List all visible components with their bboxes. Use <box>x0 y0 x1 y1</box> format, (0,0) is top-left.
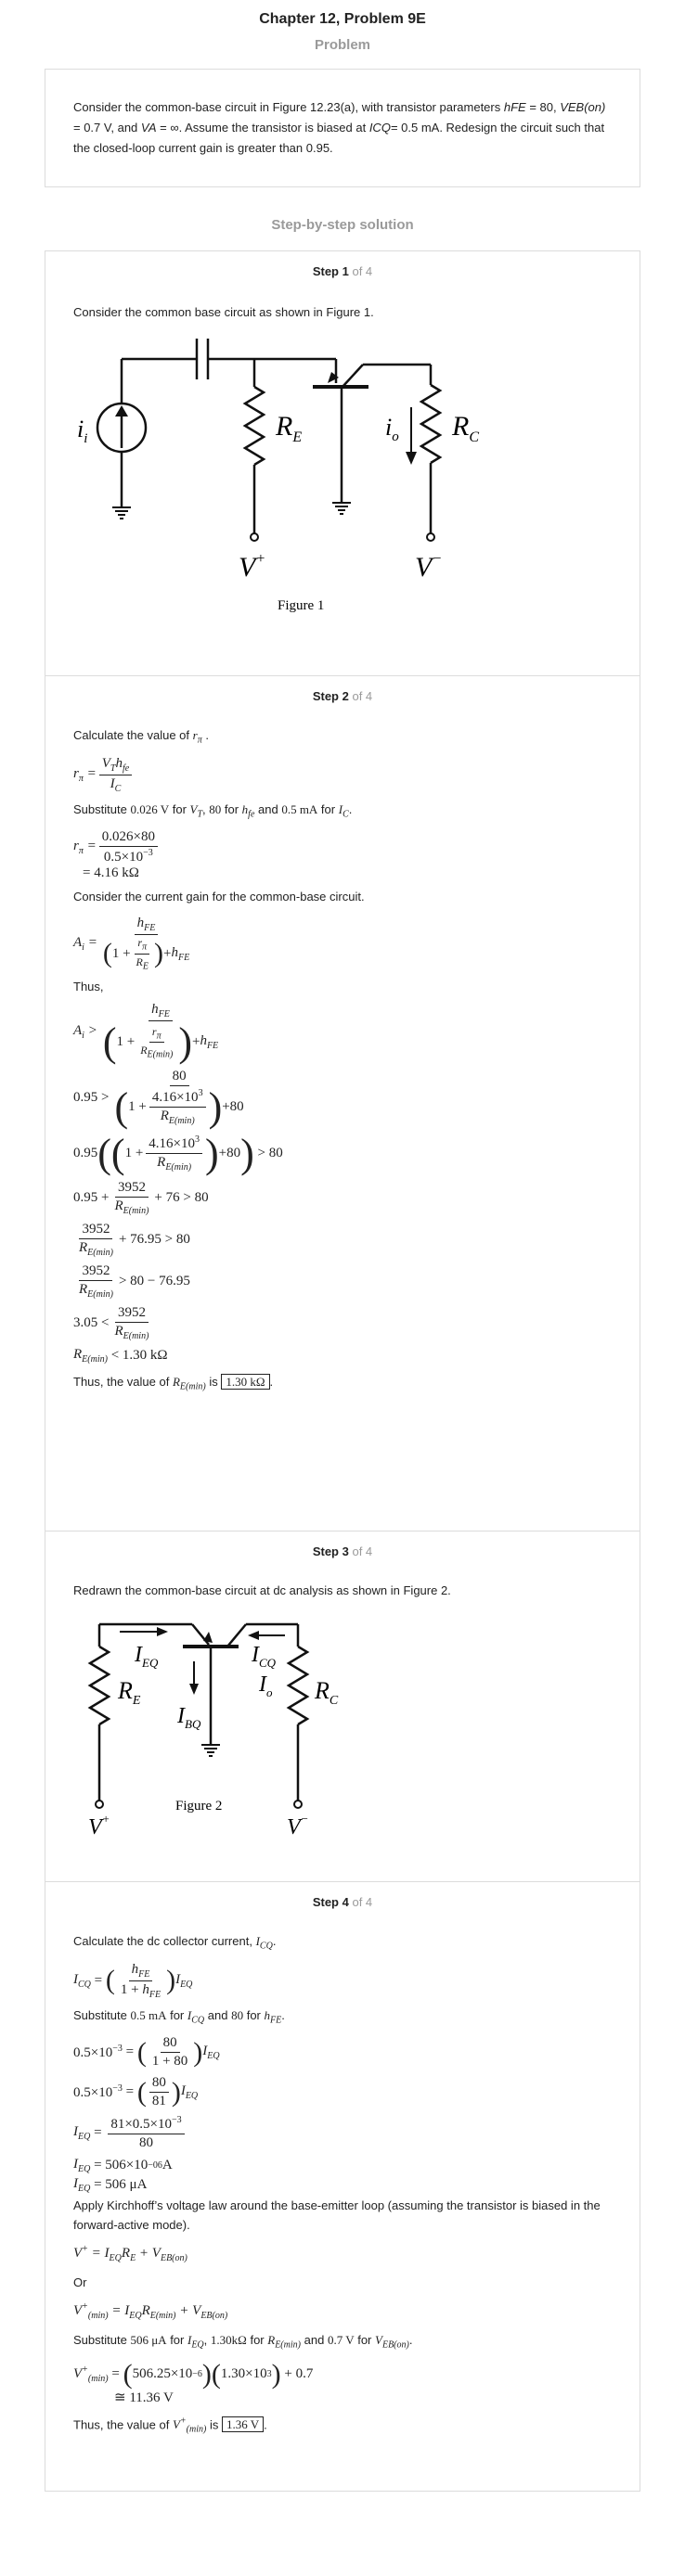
eq-rpi-formula <box>73 756 612 794</box>
rpi-sub-den: $0.5\times 10^{-3}$ <box>103 848 153 865</box>
step-2-t2: Substitute <box>73 801 127 816</box>
step-2-text-2: Substitute 0.026 V for $V_T$, 80 for $h_{fe}$ and 0.5 mA for $I_C$. <box>73 801 353 820</box>
step-2-t5: Thus, the value of <box>73 1374 170 1389</box>
step-4-text-3: Apply Kirchhoff’s voltage law around the base-emitter loop (assuming the transistor is biased in the forward-active mode). <box>73 2198 601 2233</box>
e2-right: +80 <box>218 1146 241 1161</box>
problem-text-5: = 0.5 mA. Redesign the circuit such that the closed-loop current gain is greater than 0.95. <box>73 121 605 155</box>
rpi-frac-den: $I_C$ <box>110 775 122 794</box>
step-1-of: of 4 <box>352 264 373 278</box>
fig2-vminus-terminal <box>294 1801 302 1808</box>
figure-2-circuit <box>73 1606 630 1856</box>
emitter-arrow-2-icon <box>203 1632 213 1643</box>
step-2 <box>45 676 640 1532</box>
eq-s2: $0.5\times 10^{-3}$ = ( $\frac{80}{81}$ ) $I_{EQ}$ <box>73 2075 199 2109</box>
fig2-label-ibq: $I_{BQ}$ <box>177 1704 201 1731</box>
eq-final-1: $V^+_{(min)}$ = ( 506.25×10 −6 ) ( 1.30×10 3 ) + 0.7 <box>73 2358 314 2390</box>
fig1-label-vplus: V+ <box>239 551 266 583</box>
step-2-text-3: Consider the current gain for the common-base circuit. <box>73 890 365 904</box>
step-2-t5-is: is <box>209 1374 218 1389</box>
val-ieq: 506 μA <box>130 2333 167 2348</box>
current-source-arrow-icon <box>115 405 128 417</box>
step-2-conclusion: Thus, the value of $R_{E(min)}$ is 1.30 kΩ . <box>73 1374 274 1392</box>
answer-re-min: 1.30 kΩ <box>221 1374 269 1390</box>
e7-right: < 1.30 kΩ <box>110 1347 168 1363</box>
eq-ineq-6 <box>73 1305 612 1341</box>
val-icq: 0.5 mA <box>130 2007 167 2022</box>
e1-left: 0.95 > <box>73 1090 110 1106</box>
figure-1-circuit <box>73 331 630 628</box>
step-4-label: Step 4 <box>312 1895 349 1909</box>
fig2-label-icq: $I_{CQ}$ <box>252 1643 277 1670</box>
for-3: for <box>317 801 339 816</box>
val-hfe-2: 80 <box>231 2007 244 2022</box>
problem-text-4: = ∞. Assume the transistor is biased at <box>156 121 369 135</box>
ai-den: ( 1 + $\frac{r_\pi}{R_E}$ ) + $h_{FE}$ <box>102 936 190 971</box>
step-2-header <box>73 689 612 703</box>
for-1: for <box>169 801 190 816</box>
hfe-symbol: $h_{fe}$ <box>241 801 255 820</box>
problem-heading: Problem <box>314 37 370 53</box>
eq-ineq-3 <box>73 1180 612 1216</box>
step-4-text-4: Or <box>73 2275 87 2290</box>
step-1 <box>45 251 640 676</box>
fig1-label-io: $i_o$ <box>385 414 399 444</box>
ai-ineq-den: ( 1 + $\frac{r_\pi}{R_{E(min)}}$ ) + $h_{FE}$ <box>102 1019 219 1065</box>
ai-lhs: $A_i$ = <box>73 934 97 953</box>
eq-s1: $0.5\times 10^{-3}$ = ( $\frac{80}{1 + 80}$ ) $I_{EQ}$ <box>73 2035 220 2070</box>
rpi-sub-frac <box>99 829 158 865</box>
ai-num: $h_{FE}$ <box>135 916 159 935</box>
e2-frac: $\frac{4.16\times 10^3}{R_{E(min)}}$ <box>146 1134 202 1173</box>
ai-ineq-num: $h_{FE}$ <box>149 1002 173 1021</box>
problem-text-1: Consider the common-base circuit in Figure 12.23(a), with transistor parameters <box>73 100 504 114</box>
step-4-text-1: Calculate the dc collector current, $I_{CQ}$. <box>73 1934 277 1952</box>
eq-ai-formula <box>73 916 612 971</box>
e3-left: 0.95 + <box>73 1189 110 1205</box>
eq-s3: $I_{EQ}$ = $\frac{81\times 0.5\times 10^{-3}}{80}$ <box>73 2115 612 2151</box>
vplus-terminal <box>251 533 258 541</box>
fig1-label-ii: $i_i$ <box>77 416 88 446</box>
ibq-arrow-icon <box>189 1684 199 1695</box>
e2-gt: > 80 <box>257 1146 283 1161</box>
steps-container <box>45 250 640 2492</box>
io-arrow-icon <box>406 452 417 465</box>
rpi-lhs-2: $r_\pi$ = <box>73 839 97 857</box>
eq-ineq-7: $R_{E(min)}$ < 1.30 kΩ <box>73 1346 168 1365</box>
eq-icq-formula: $I_{CQ}$ = ( $\frac{h_{FE}}{1 + h_{FE}}$ ) $I_{EQ}$ <box>73 1961 193 2000</box>
e5-frac: $\frac{3952}{R_{E(min)}}$ <box>79 1262 113 1300</box>
step-2-of: of 4 <box>352 689 373 703</box>
ai-ineq-frac <box>100 1002 221 1063</box>
step-4-text-2: Substitute 0.5 mA for $I_{CQ}$ and 80 for $h_{FE}$. <box>73 2007 285 2026</box>
e4-frac: $\frac{3952}{R_{E(min)}}$ <box>79 1221 113 1258</box>
eq-kvl: $V^+ = I_{EQ}R_E + V_{EB(on)}$ <box>73 2244 187 2264</box>
rpi-sub-num: 0.026×80 <box>99 829 158 847</box>
e1-num: 80 <box>170 1069 189 1086</box>
fig1-label-re: $R_E$ <box>276 411 303 445</box>
val-re-min: 1.30kΩ <box>210 2333 247 2348</box>
figure-2-caption: Figure 2 <box>175 1799 223 1813</box>
problem-text-2: = 80, <box>525 100 561 114</box>
step-3-label: Step 3 <box>312 1544 349 1558</box>
step-3-intro: Redrawn the common-base circuit at dc analysis as shown in Figure 2. <box>73 1583 451 1597</box>
e6-left: 3.05 < <box>73 1314 110 1330</box>
rpi-symbol: $r_\pi$ <box>192 728 202 746</box>
eq-ineq-2: 0.95 ( ( 1 + $\frac{4.16\times 10^3}{R_{E(min)}}$ ) +80 ) > 80 <box>73 1130 283 1176</box>
rpi-frac <box>99 756 132 794</box>
ai-ineq-lhs: $A_i$ > <box>73 1023 97 1042</box>
eq-kvl-min: $V^+_{(min)} = I_{EQ}R_{E(min)} + V_{EB(on)}$ <box>73 2301 228 2322</box>
fig2-vplus-terminal <box>96 1801 103 1808</box>
fig2-label-ieq: $I_{EQ}$ <box>135 1643 159 1670</box>
step-3-of: of 4 <box>352 1544 373 1558</box>
vminus-terminal <box>427 533 434 541</box>
step-1-label: Step 1 <box>312 264 349 278</box>
ai-frac <box>100 916 192 971</box>
fig1-label-rc: $R_C$ <box>452 411 479 445</box>
vt-symbol: $V_T$ <box>189 801 203 820</box>
fig2-label-vminus: V− <box>287 1812 309 1839</box>
chapter-title: Chapter 12, Problem 9E <box>259 11 426 27</box>
fig2-label-vplus: V+ <box>88 1812 110 1839</box>
val-vt: 0.026 V <box>130 801 170 816</box>
step-1-header <box>73 264 612 278</box>
e6-frac: $\frac{3952}{R_{E(min)}}$ <box>114 1304 149 1341</box>
step-2-label: Step 2 <box>312 689 349 703</box>
eq-ineq-5 <box>73 1263 612 1300</box>
e3-right: + 76 > 80 <box>154 1189 209 1205</box>
eq-final-2: ≅ 11.36 V <box>114 2390 174 2405</box>
ic-symbol: $I_C$ <box>338 801 349 820</box>
step-2-text-4: Thus, <box>73 979 104 993</box>
step-1-intro: Consider the common base circuit as shown in Figure 1. <box>73 305 374 319</box>
eq-s4: $I_{EQ}$ = 506×10 −06 A <box>73 2157 173 2175</box>
eq-ineq-1 <box>73 1069 612 1128</box>
step-4-header <box>73 1895 612 1909</box>
e3-frac: $\frac{3952}{R_{E(min)}}$ <box>114 1179 149 1216</box>
problem-icq: ICQ <box>368 121 391 135</box>
fig2-label-re: $R_E$ <box>118 1677 141 1708</box>
icq-arrow-icon <box>248 1631 259 1640</box>
rpi-frac-num: $V_Th_{fe}$ <box>99 756 132 775</box>
ground-2-icon <box>332 503 351 514</box>
problem-hfe: hFE <box>503 100 526 114</box>
eq-s5: $I_{EQ}$ = 506 μA <box>73 2176 148 2195</box>
answer-vplus-min: 1.36 V <box>222 2416 264 2432</box>
for-2: for <box>221 801 242 816</box>
and-1: and <box>254 801 282 816</box>
solution-heading: Step-by-step solution <box>271 217 414 233</box>
ground-1-icon <box>112 507 131 519</box>
step-2-t1: Calculate the value of <box>73 728 190 742</box>
val-ic: 0.5 mA <box>281 801 318 816</box>
e4-right: + 76.95 > 80 <box>118 1231 190 1247</box>
eq-rpi-sub <box>73 829 612 865</box>
eq-ineq-4 <box>73 1222 612 1258</box>
fig1-label-vminus: V− <box>415 551 443 583</box>
eq-ai-ineq <box>73 1002 612 1063</box>
problem-box <box>45 69 640 187</box>
e2-left: 0.95 <box>73 1146 98 1161</box>
rpi-lhs: $r_\pi$ = <box>73 765 97 784</box>
problem-va: VA <box>140 121 157 135</box>
step-3 <box>45 1532 640 1882</box>
fig2-label-io: $I_o$ <box>259 1672 273 1699</box>
eq-rpi-result: = 4.16 kΩ <box>83 865 139 881</box>
step-4-conclusion: Thus, the value of $V^+_{(min)}$ is 1.36 V . <box>73 2416 267 2435</box>
ground-3-icon <box>201 1745 220 1756</box>
step-4 <box>45 1882 640 2491</box>
figure-1-caption: Figure 1 <box>278 598 325 613</box>
step-4-of: of 4 <box>352 1895 373 1909</box>
fig2-label-rc: $R_C$ <box>315 1677 339 1708</box>
val-veb: 0.7 V <box>327 2333 355 2348</box>
val-hfe: 80 <box>209 801 222 816</box>
step-4-t1: Calculate the dc collector current, <box>73 1934 252 1948</box>
e1-den: ( 1 + $\frac{4.16\times 10^3}{R_{E(min)}}$ ) +80 <box>114 1083 244 1130</box>
problem-text-3: = 0.7 V, and <box>73 121 141 135</box>
ieq-arrow-icon <box>157 1627 168 1636</box>
step-4-text-5: Substitute 506 μA for $I_{EQ}$, 1.30kΩ for $R_{E(min)}$ and 0.7 V for $V_{EB(on)}$. <box>73 2333 413 2351</box>
e1-frac <box>111 1069 246 1128</box>
e5-right: > 80 − 76.95 <box>118 1273 190 1288</box>
problem-veb: VEB(on) <box>560 100 606 114</box>
step-2-text-1: Calculate the value of $r_\pi$ . <box>73 728 209 746</box>
step-3-header <box>73 1544 612 1558</box>
